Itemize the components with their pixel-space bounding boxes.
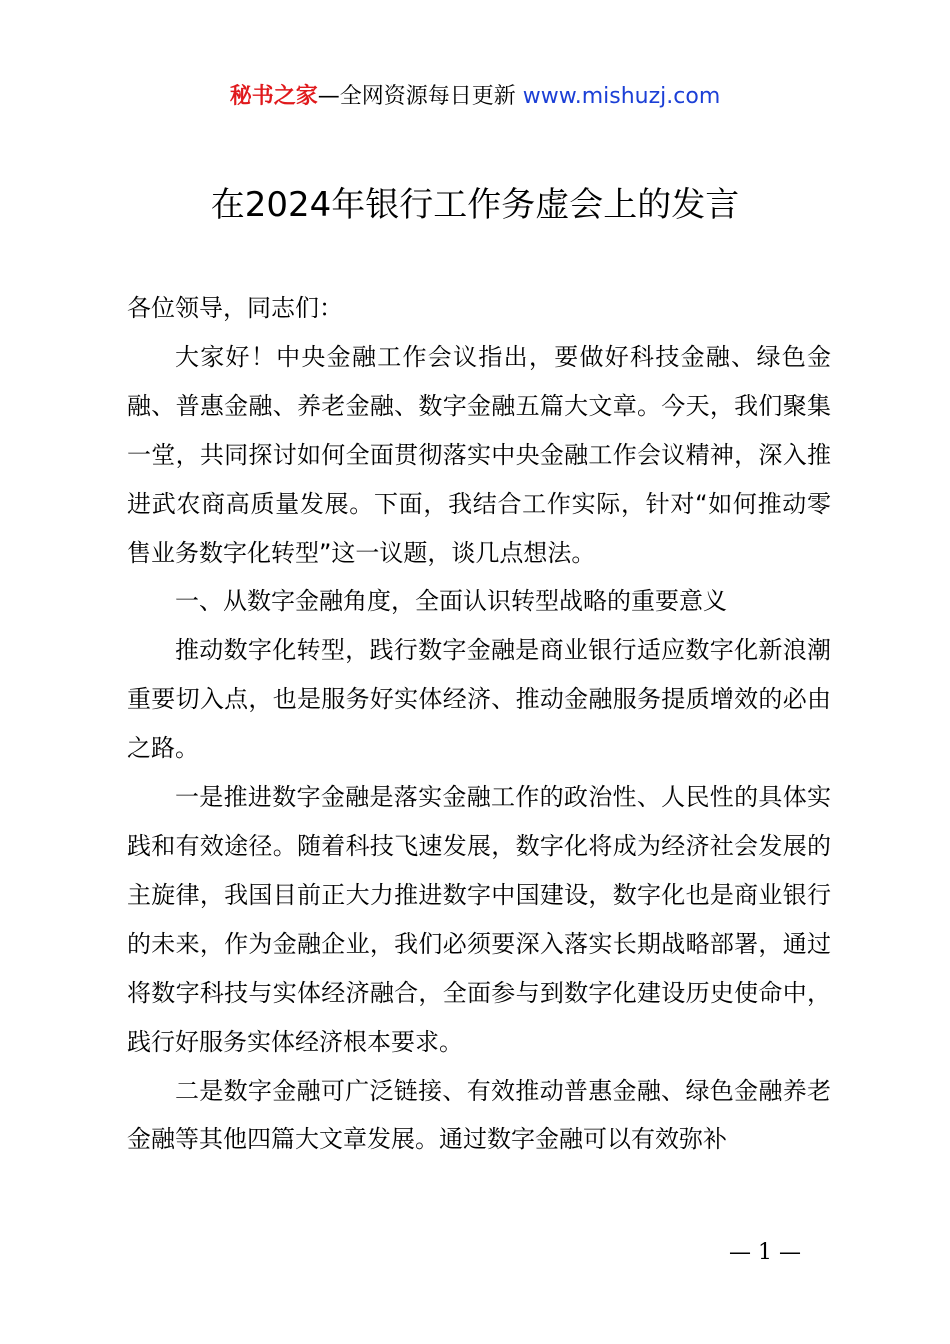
paragraph-point-1: 一是推进数字金融是落实金融工作的政治性、人民性的具体实践和有效途径。随着科技飞速发展，数字化将成为经济社会发展的主旋律，我国目前正大力推进数字中国建设，数字化也是商业银行的未来，作为金融企业，我们必须要深入落实长期战略部署，通过将数字科技与实体经济融合，全面参与到数字化建设历史使命中，践行好服务实体经济根本要求。 bbox=[127, 783, 831, 1056]
site-brand: 秘书之家 bbox=[229, 84, 318, 109]
site-tagline: —全网资源每日更新 bbox=[317, 84, 516, 109]
paragraph-section-1-intro: 推动数字化转型，践行数字金融是商业银行适应数字化新浪潮重要切入点，也是服务好实体经济、推动金融服务提质增效的必由之路。 bbox=[127, 636, 831, 763]
site-url-link[interactable]: www.mishuzj.com bbox=[522, 84, 721, 109]
page-number: — 1 — bbox=[729, 1240, 801, 1265]
document-body bbox=[127, 284, 831, 1164]
paragraph-point-2: 二是数字金融可广泛链接、有效推动普惠金融、绿色金融养老金融等其他四篇大文章发展。通过数字金融可以有效弥补 bbox=[127, 1076, 831, 1154]
salutation: 各位领导，同志们： bbox=[127, 294, 343, 322]
paragraph-intro: 大家好！中央金融工作会议指出，要做好科技金融、绿色金融、普惠金融、养老金融、数字金融五篇大文章。今天，我们聚集一堂，共同探讨如何全面贯彻落实中央金融工作会议精神，深入推进武农商高质量发展。下面，我结合工作实际，针对“如何推动零售业务数字化转型”这一议题，谈几点想法。 bbox=[127, 342, 831, 567]
document-title: 在2024年银行工作务虚会上的发言 bbox=[210, 185, 740, 225]
site-header bbox=[0, 82, 950, 112]
section-heading-1: 一、从数字金融角度，全面认识转型战略的重要意义 bbox=[175, 587, 727, 616]
